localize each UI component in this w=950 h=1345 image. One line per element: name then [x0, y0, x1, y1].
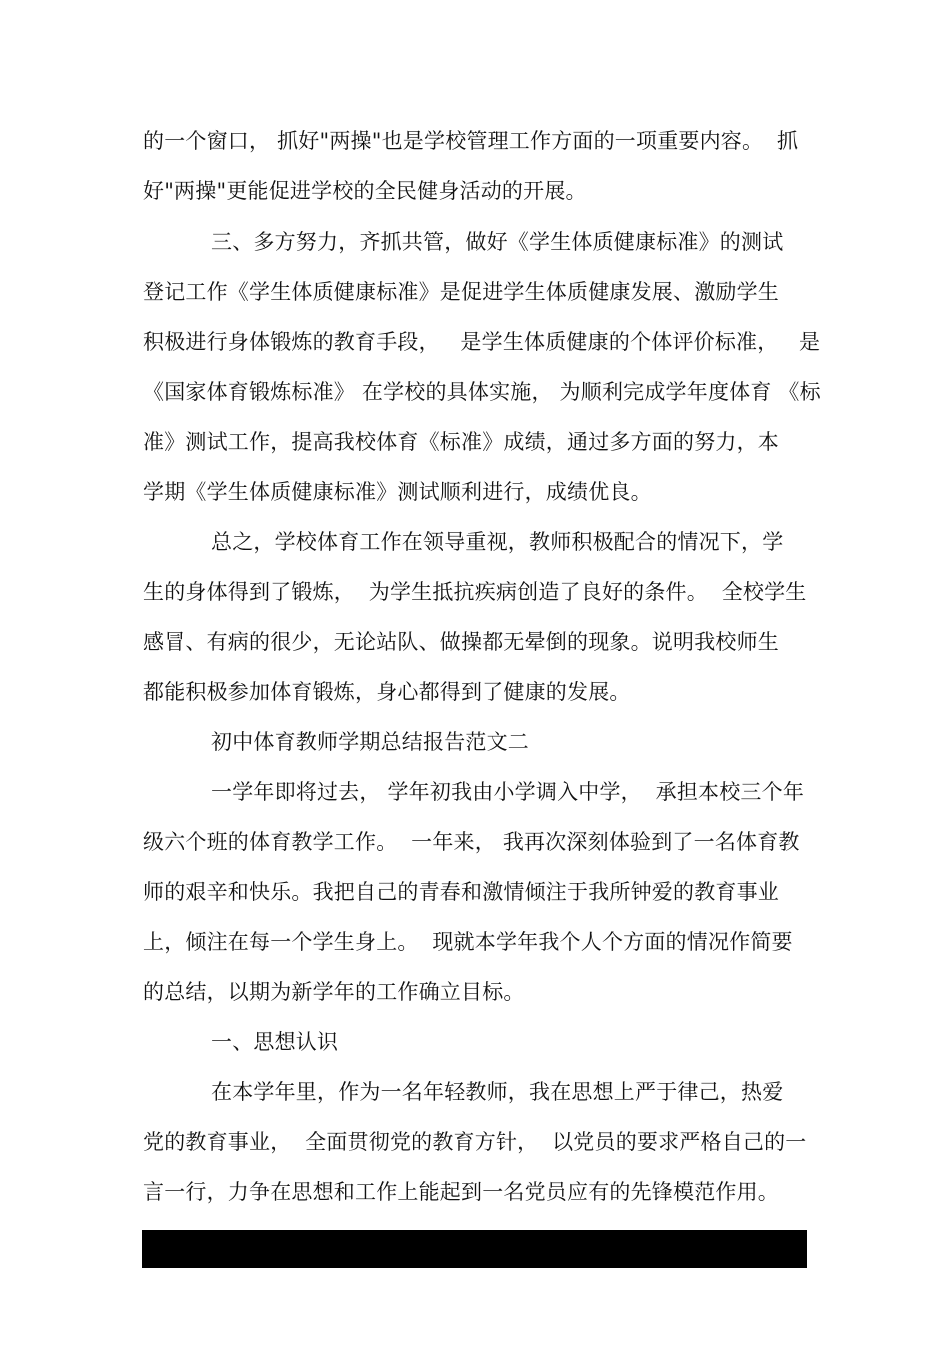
text-line: 上，倾注在每一个学生身上。 现就本学年我个人个方面的情况作简要	[143, 930, 793, 954]
paragraph-start: 总之，学校体育工作在领导重视，教师积极配合的情况下，学	[211, 530, 784, 554]
text-line: 生的身体得到了锻炼， 为学生抵抗疾病创造了良好的条件。 全校学生	[143, 580, 807, 604]
text-line: 的总结，以期为新学年的工作确立目标。	[143, 980, 525, 1004]
redaction-bar	[142, 1230, 807, 1268]
text-line: 的一个窗口， 抓好"两操"也是学校管理工作方面的一项重要内容。 抓	[143, 129, 799, 153]
text-line: 好"两操"更能促进学校的全民健身活动的开展。	[143, 179, 587, 203]
text-line: 《国家体育锻炼标准》 在学校的具体实施， 为顺利完成学年度体育 《标	[143, 380, 821, 404]
text-line: 言一行，力争在思想和工作上能起到一名党员应有的先锋模范作用。	[143, 1180, 779, 1204]
text-line: 都能积极参加体育锻炼，身心都得到了健康的发展。	[143, 680, 631, 704]
paragraph-start: 在本学年里，作为一名年轻教师，我在思想上严于律己，热爱	[211, 1080, 784, 1104]
text-line: 准》测试工作，提高我校体育《标准》成绩，通过多方面的努力，本	[143, 430, 779, 454]
text-line: 登记工作《学生体质健康标准》是促进学生体质健康发展、激励学生	[143, 280, 779, 304]
text-line: 师的艰辛和快乐。我把自己的青春和激情倾注于我所钟爱的教育事业	[143, 880, 779, 904]
article-title: 初中体育教师学期总结报告范文二	[211, 730, 529, 754]
text-line: 学期《学生体质健康标准》测试顺利进行，成绩优良。	[143, 480, 652, 504]
text-line: 感冒、有病的很少，无论站队、做操都无晕倒的现象。说明我校师生	[143, 630, 779, 654]
section-heading: 一、思想认识	[211, 1030, 339, 1054]
section-heading: 三、多方努力，齐抓共管，做好《学生体质健康标准》的测试	[211, 230, 784, 254]
text-line: 党的教育事业， 全面贯彻党的教育方针， 以党员的要求严格自己的一	[143, 1130, 807, 1154]
text-line: 级六个班的体育教学工作。 一年来， 我再次深刻体验到了一名体育教	[143, 830, 800, 854]
paragraph-start: 一学年即将过去， 学年初我由小学调入中学， 承担本校三个年	[211, 780, 805, 804]
text-line: 积极进行身体锻炼的教育手段， 是学生体质健康的个体评价标准， 是	[143, 330, 821, 354]
